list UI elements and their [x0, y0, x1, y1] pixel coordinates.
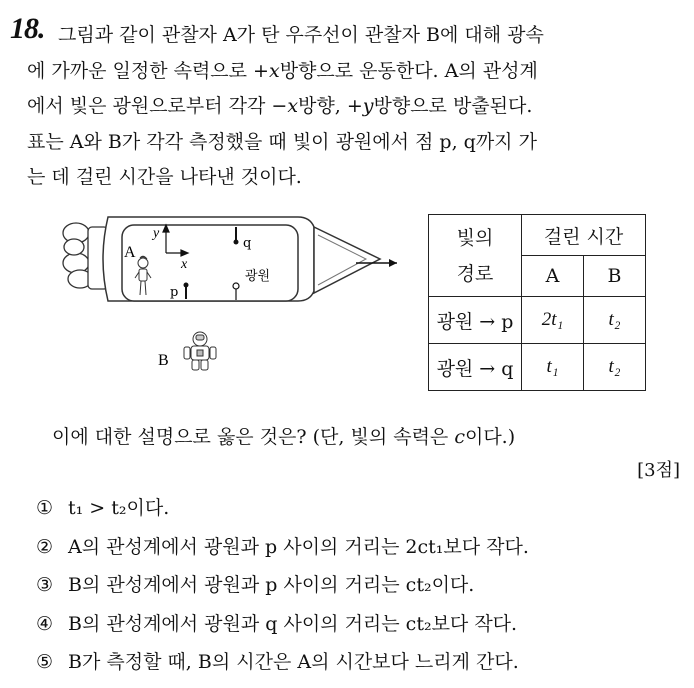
point-q-marker — [234, 240, 239, 245]
stem-line-1: 그림과 같이 관찰자 A가 탄 우주선이 관찰자 B에 대해 광속 — [58, 24, 544, 46]
light-source-label: 광원 — [245, 269, 271, 284]
table-row-a: t₁ — [522, 344, 584, 391]
choice-marker: ③ — [36, 574, 54, 596]
table-header-time: 걸린 시간 — [522, 215, 646, 256]
choice-2[interactable] — [36, 532, 529, 571]
observer-b-label: B — [158, 352, 169, 369]
light-source-marker — [233, 283, 239, 289]
answer-choices — [36, 493, 529, 686]
thruster-fins — [63, 223, 108, 289]
table-row-a: 2t₁ — [522, 297, 584, 344]
spaceship-nose — [314, 227, 380, 293]
stem-line-4: 표는 A와 B가 각각 측정했을 때 빛이 광원에서 점 p, q까지 가 — [27, 130, 537, 153]
observer-b-astronaut — [184, 332, 216, 370]
choice-5[interactable] — [36, 647, 529, 686]
choice-text: A의 관성계에서 광원과 p 사이의 거리는 2ct₁보다 작다. — [68, 535, 529, 558]
choice-marker: ④ — [36, 612, 54, 635]
choice-text: t₁ > t₂이다. — [68, 497, 170, 519]
point-value: [3점] — [637, 460, 680, 481]
point-p-marker — [184, 283, 189, 288]
point-q-label: q — [243, 236, 252, 251]
table-row-path: 광원 → p — [429, 297, 522, 344]
choice-1[interactable] — [36, 493, 529, 532]
table-col-b: B — [584, 256, 646, 297]
point-p-label: p — [170, 285, 179, 300]
observer-a-label: A — [124, 244, 136, 261]
question-stem — [27, 18, 690, 196]
stem-line-3: 에서 빛은 광원으로부터 각각 −𝑥방향, +𝑦방향으로 방출된다. — [27, 95, 533, 117]
stem-line-5: 는 데 걸린 시간을 나타낸 것이다. — [27, 166, 302, 188]
choice-text: B가 측정할 때, B의 시간은 A의 시간보다 느리게 간다. — [68, 651, 519, 673]
stem-line-2: 에 가까운 일정한 속력으로 +𝑥방향으로 운동한다. A의 관성계 — [27, 59, 538, 82]
question-prompt: 이에 대한 설명으로 옳은 것은? (단, 빛의 속력은 𝑐이다.) — [52, 426, 516, 448]
time-table — [428, 214, 646, 391]
choice-marker: ① — [36, 497, 54, 519]
choice-marker: ⑤ — [36, 651, 54, 673]
choice-4[interactable] — [36, 609, 529, 648]
choice-text: B의 관성계에서 광원과 p 사이의 거리는 ct₂이다. — [68, 574, 475, 596]
choice-3[interactable] — [36, 570, 529, 609]
axis-y-label: y — [153, 226, 160, 241]
choice-text: B의 관성계에서 광원과 q 사이의 거리는 ct₂보다 작다. — [68, 612, 518, 635]
table-row-b: t₂ — [584, 344, 646, 391]
spaceship-figure — [60, 205, 410, 375]
question-number: 18. — [10, 12, 45, 45]
table-header-path: 빛의 경로 — [429, 215, 522, 297]
table-col-a: A — [522, 256, 584, 297]
axis-x-label: x — [181, 257, 188, 272]
table-row-b: t₂ — [584, 297, 646, 344]
choice-marker: ② — [36, 535, 54, 558]
table-row-path: 광원 → q — [429, 344, 522, 391]
